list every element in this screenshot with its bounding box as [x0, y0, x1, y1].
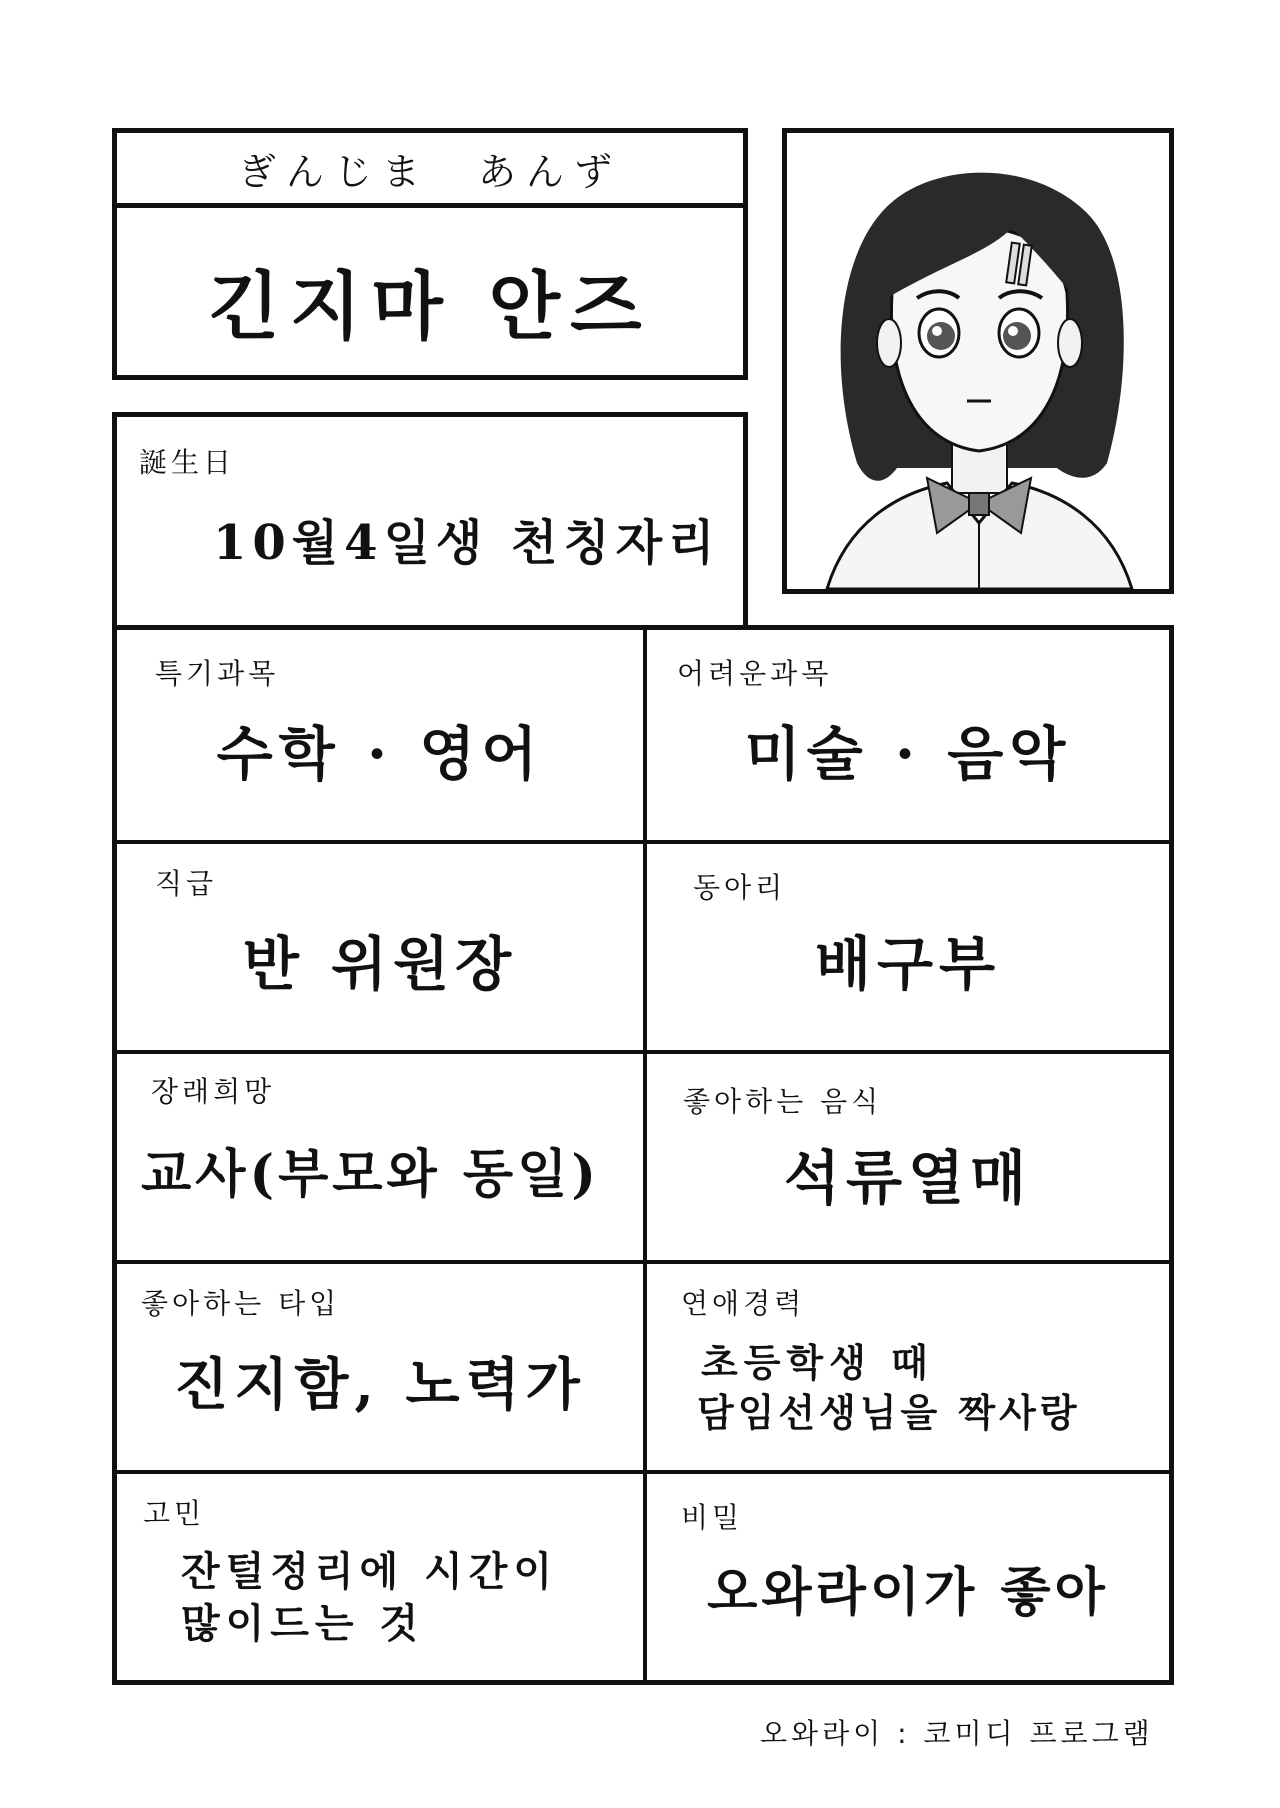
secret-value: 오와라이가 좋아 — [707, 1562, 1109, 1623]
girl-portrait-icon — [787, 133, 1169, 589]
portrait-frame — [782, 128, 1174, 594]
birthday-label: 誕生日 — [139, 446, 236, 479]
birthday-box — [112, 412, 748, 630]
love-history-line2: 담임선생님을 짝사랑 — [697, 1390, 1081, 1435]
favorite-type-label: 좋아하는 타입 — [141, 1287, 341, 1320]
furigana: ぎんじま あんず — [237, 150, 622, 194]
future-dream-value: 교사(부모와 동일) — [141, 1144, 600, 1205]
love-history-line1: 초등학생 때 — [701, 1340, 934, 1385]
footer-note: 오와라이 : 코미디 프로그램 — [760, 1717, 1154, 1750]
grid-row-divider — [117, 1050, 1169, 1054]
club-label: 동아리 — [693, 871, 787, 904]
favorite-type-value: 진지함, 노력가 — [174, 1352, 586, 1418]
weak-subjects-value: 미술 · 음악 — [744, 720, 1072, 788]
favorite-food-label: 좋아하는 음식 — [683, 1085, 883, 1118]
name-card — [112, 128, 748, 380]
favorite-food-value: 석류열매 — [783, 1144, 1033, 1212]
grid-row-divider — [117, 1260, 1169, 1264]
grid-row-divider — [117, 1470, 1169, 1474]
love-history-label: 연애경력 — [681, 1287, 806, 1320]
birthday-value: 10월4일생 천칭자리 — [213, 515, 721, 571]
strong-subjects-value: 수학 · 영어 — [216, 720, 544, 788]
future-dream-label: 장래희망 — [151, 1075, 276, 1108]
position-label: 직급 — [155, 867, 218, 900]
secret-label: 비밀 — [681, 1501, 744, 1534]
weak-subjects-label: 어려운과목 — [677, 657, 833, 690]
profile-grid — [112, 625, 1174, 1685]
grid-row-divider — [117, 840, 1169, 844]
position-value: 반 위원장 — [242, 930, 518, 998]
strong-subjects-label: 특기과목 — [155, 657, 280, 690]
character-name: 긴지마 안즈 — [208, 264, 652, 350]
worry-label: 고민 — [143, 1497, 206, 1530]
name-divider — [117, 203, 743, 208]
worry-line2: 많이드는 것 — [181, 1600, 425, 1647]
club-value: 배구부 — [814, 930, 1002, 998]
worry-line1: 잔털정리에 시간이 — [181, 1548, 559, 1595]
